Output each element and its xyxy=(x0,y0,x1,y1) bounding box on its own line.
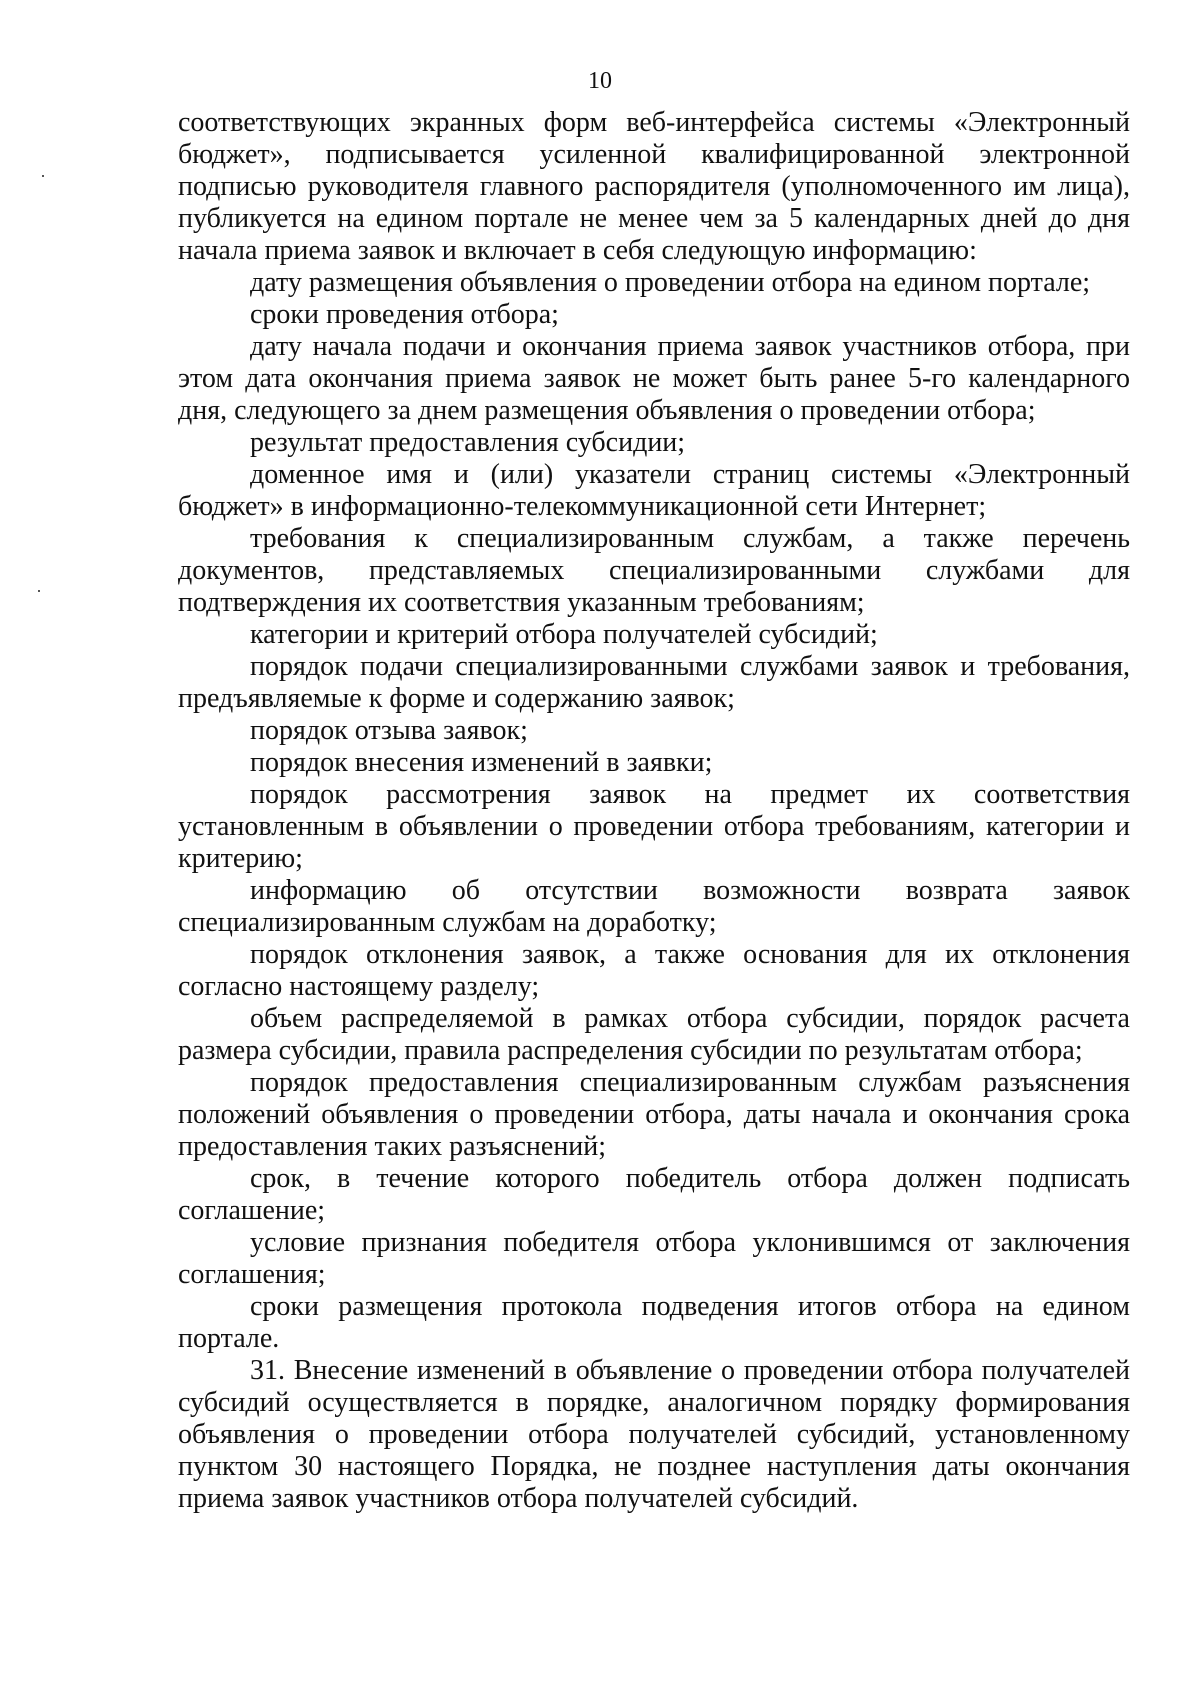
list-item-signing-deadline: срок, в течение которого победитель отбора должен подписать соглашение; xyxy=(178,1163,1130,1226)
list-item-submission-procedure: порядок подачи специализированными службами заявок и требования, предъявляемые к форме и содержанию заявок; xyxy=(178,651,1130,714)
list-item-subsidy-volume: объем распределяемой в рамках отбора субсидии, порядок расчета размера субсидии, правила распределения субсидии по результатам отбора; xyxy=(178,1003,1130,1066)
paragraph-clause-31: 31. Внесение изменений в объявление о проведении отбора получателей субсидий осуществляется в порядке, аналогичном порядку формирования объявления о проведении отбора получателей субсидий, установленному пунктом 30 настоящего Порядка, не позднее наступления даты окончания приема заявок участников отбора получателей субсидий. xyxy=(178,1355,1130,1514)
list-item-domain-name: доменное имя и (или) указатели страниц системы «Электронный бюджет» в информационно-телекоммуникационной сети Интернет; xyxy=(178,459,1130,522)
list-item-rejection-procedure: порядок отклонения заявок, а также основания для их отклонения согласно настоящему разделу; xyxy=(178,939,1130,1002)
list-item-selection-period: сроки проведения отбора; xyxy=(250,299,559,330)
list-item-withdrawal-procedure: порядок отзыва заявок; xyxy=(250,715,528,746)
list-item-review-procedure: порядок рассмотрения заявок на предмет их соответствия установленным в объявлении о проведении отбора требованиям, категории и критерию; xyxy=(178,779,1130,874)
list-item-application-dates: дату начала подачи и окончания приема заявок участников отбора, при этом дата окончания приема заявок не может быть ранее 5-го календарного дня, следующего за днем размещения объявления о проведении отбора; xyxy=(178,331,1130,426)
list-item-subsidy-result: результат предоставления субсидии; xyxy=(250,427,686,458)
list-item-amendment-procedure: порядок внесения изменений в заявки; xyxy=(250,747,713,778)
scan-margin-mark xyxy=(38,590,40,592)
list-item-service-requirements: требования к специализированным службам, а также перечень документов, представляемых специализированными службами для подтверждения их соответствия указанным требованиям; xyxy=(178,523,1130,618)
list-item-selection-criteria: категории и критерий отбора получателей субсидий; xyxy=(250,619,878,650)
document-body xyxy=(178,107,1130,1515)
list-item-no-return-info: информацию об отсутствии возможности возврата заявок специализированным службам на доработку; xyxy=(178,875,1130,938)
list-item-evasion-condition: условие признания победителя отбора уклонившимся от заключения соглашения; xyxy=(178,1227,1130,1290)
page-number: 10 xyxy=(588,68,612,94)
list-item-clarification-procedure: порядок предоставления специализированным службам разъяснения положений объявления о проведении отбора, даты начала и окончания срока предоставления таких разъяснений; xyxy=(178,1067,1130,1162)
paragraph-intro-continuation: соответствующих экранных форм веб-интерфейса системы «Электронный бюджет», подписывается усиленной квалифицированной электронной подписью руководителя главного распорядителя (уполномоченного им лица), публикуется на едином портале не менее чем за 5 календарных дней до дня начала приема заявок и включает в себя следующую информацию: xyxy=(178,107,1130,266)
list-item-announcement-date: дату размещения объявления о проведении отбора на едином портале; xyxy=(250,267,1091,298)
scan-margin-mark xyxy=(42,175,44,177)
list-item-protocol-publication: сроки размещения протокола подведения итогов отбора на едином портале. xyxy=(178,1291,1130,1354)
